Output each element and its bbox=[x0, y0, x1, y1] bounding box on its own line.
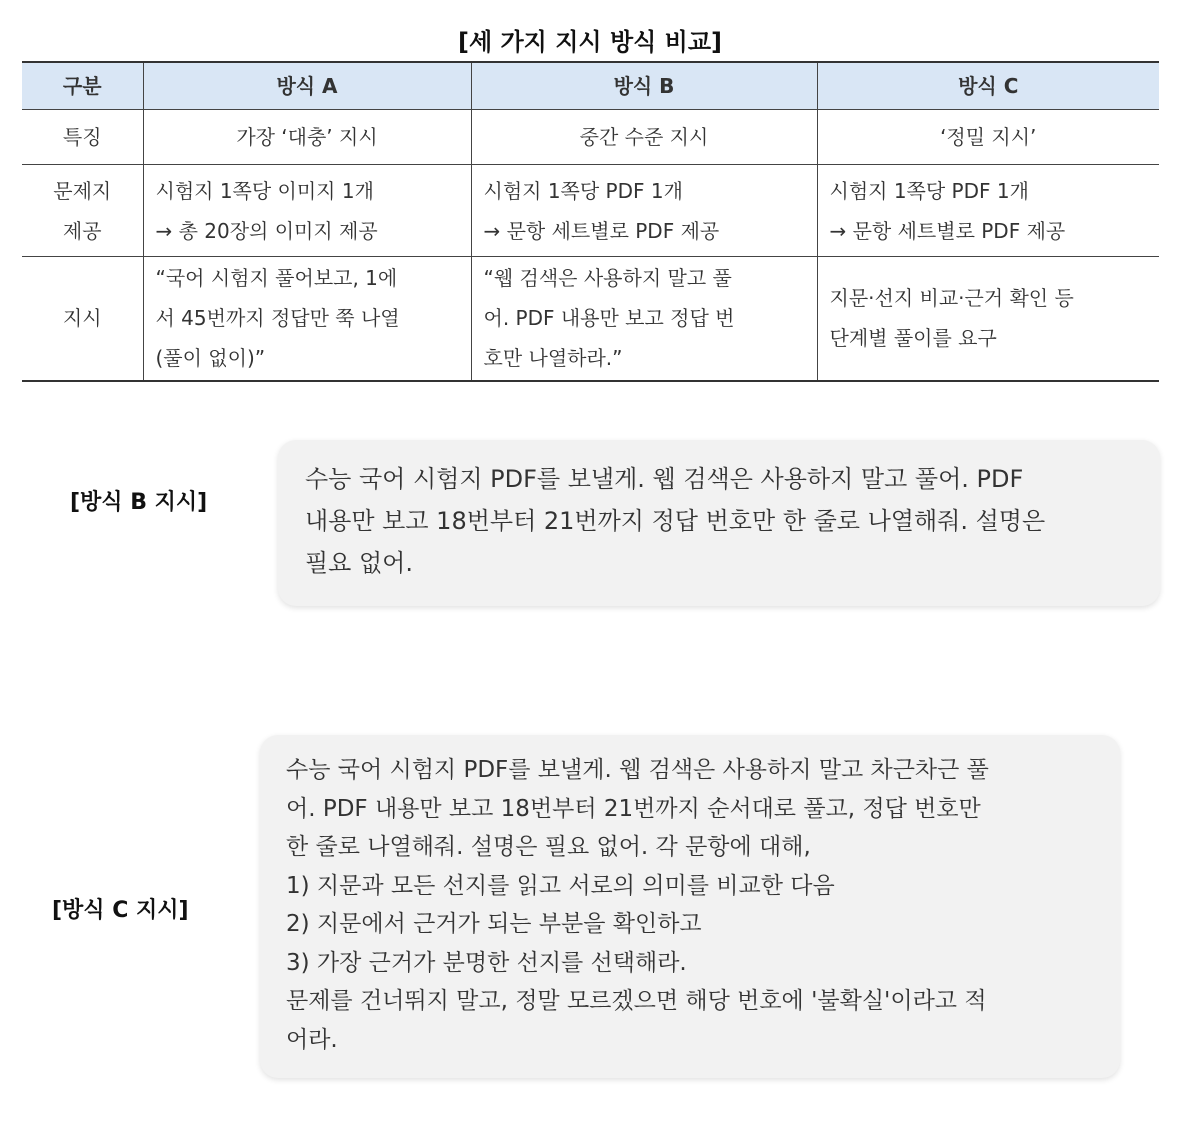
cell-features-b: 중간 수준 지시 bbox=[471, 110, 817, 165]
prompt-line: 2) 지문에서 근거가 되는 부분을 확인하고 bbox=[286, 911, 702, 937]
prompt-line: 어. PDF 내용만 보고 18번부터 21번까지 순서대로 풀고, 정답 번호만 bbox=[286, 795, 981, 822]
header-method-c: 방식 C bbox=[817, 62, 1159, 110]
cell-line: 시험지 1쪽당 이미지 1개 bbox=[155, 178, 374, 203]
table-header-row bbox=[22, 62, 1159, 110]
cell-instructions-b bbox=[471, 257, 817, 381]
prompt-line: 내용만 보고 18번부터 21번까지 정답 번호만 한 줄로 나열해줘. 설명은 bbox=[305, 507, 1046, 535]
header-method-b: 방식 B bbox=[471, 62, 817, 110]
cell-line: 단계별 풀이를 요구 bbox=[829, 326, 997, 351]
cell-line: → 문항 세트별로 PDF 제공 bbox=[483, 218, 720, 243]
method-c-prompt-bubble bbox=[260, 735, 1120, 1078]
prompt-line: 문제를 건너뛰지 말고, 정말 모르겠으면 해당 번호에 '불확실'이라고 적 bbox=[286, 988, 987, 1014]
row-label-features: 특징 bbox=[22, 110, 143, 165]
cell-line: “웹 검색은 사용하지 말고 풀 bbox=[483, 266, 732, 291]
prompt-line: 필요 없어. bbox=[305, 549, 413, 577]
cell-line: 지문·선지 비교·근거 확인 등 bbox=[829, 286, 1074, 311]
document-title: [세 가지 지시 방식 비교] bbox=[457, 28, 722, 56]
table-row-features bbox=[22, 110, 1159, 165]
row-label-line: 문제지 bbox=[53, 178, 112, 203]
prompt-line: 수능 국어 시험지 PDF를 보낼게. 웹 검색은 사용하지 말고 풀어. PDF bbox=[305, 465, 1024, 493]
method-b-prompt-bubble bbox=[278, 440, 1160, 606]
comparison-table bbox=[22, 61, 1159, 382]
table-row-materials bbox=[22, 165, 1159, 257]
prompt-line: 수능 국어 시험지 PDF를 보낼게. 웹 검색은 사용하지 말고 차근차근 풀 bbox=[286, 757, 989, 783]
method-b-label: [방식 B 지시] bbox=[70, 490, 208, 515]
row-label-materials bbox=[22, 165, 143, 257]
cell-line: → 문항 세트별로 PDF 제공 bbox=[829, 218, 1066, 243]
cell-materials-a bbox=[143, 165, 471, 257]
cell-instructions-c bbox=[817, 257, 1159, 381]
cell-line: 시험지 1쪽당 PDF 1개 bbox=[483, 178, 683, 203]
prompt-line: 어라. bbox=[286, 1026, 338, 1053]
cell-line: → 총 20장의 이미지 제공 bbox=[155, 218, 378, 243]
cell-line: (풀이 없이)” bbox=[155, 346, 266, 371]
cell-line: 시험지 1쪽당 PDF 1개 bbox=[829, 178, 1029, 203]
prompt-line: 3) 가장 근거가 분명한 선지를 선택해라. bbox=[286, 949, 687, 976]
method-c-label: [방식 C 지시] bbox=[52, 898, 189, 923]
prompt-line: 1) 지문과 모든 선지를 읽고 서로의 의미를 비교한 다음 bbox=[286, 872, 835, 899]
cell-materials-b bbox=[471, 165, 817, 257]
cell-features-a: 가장 ‘대충’ 지시 bbox=[143, 110, 471, 165]
table-row-instructions bbox=[22, 257, 1159, 381]
cell-line: 호만 나열하라.” bbox=[483, 346, 623, 371]
row-label-line: 제공 bbox=[62, 218, 102, 243]
cell-materials-c bbox=[817, 165, 1159, 257]
row-label-instructions: 지시 bbox=[22, 257, 143, 381]
prompt-line: 한 줄로 나열해줘. 설명은 필요 없어. 각 문항에 대해, bbox=[286, 834, 811, 860]
cell-features-c: ‘정밀 지시’ bbox=[817, 110, 1159, 165]
cell-line: 어. PDF 내용만 보고 정답 번 bbox=[483, 306, 735, 331]
header-category: 구분 bbox=[22, 62, 143, 110]
cell-line: 서 45번까지 정답만 쭉 나열 bbox=[155, 306, 400, 331]
header-method-a: 방식 A bbox=[143, 62, 471, 110]
cell-instructions-a bbox=[143, 257, 471, 381]
cell-line: “국어 시험지 풀어보고, 1에 bbox=[155, 266, 398, 291]
